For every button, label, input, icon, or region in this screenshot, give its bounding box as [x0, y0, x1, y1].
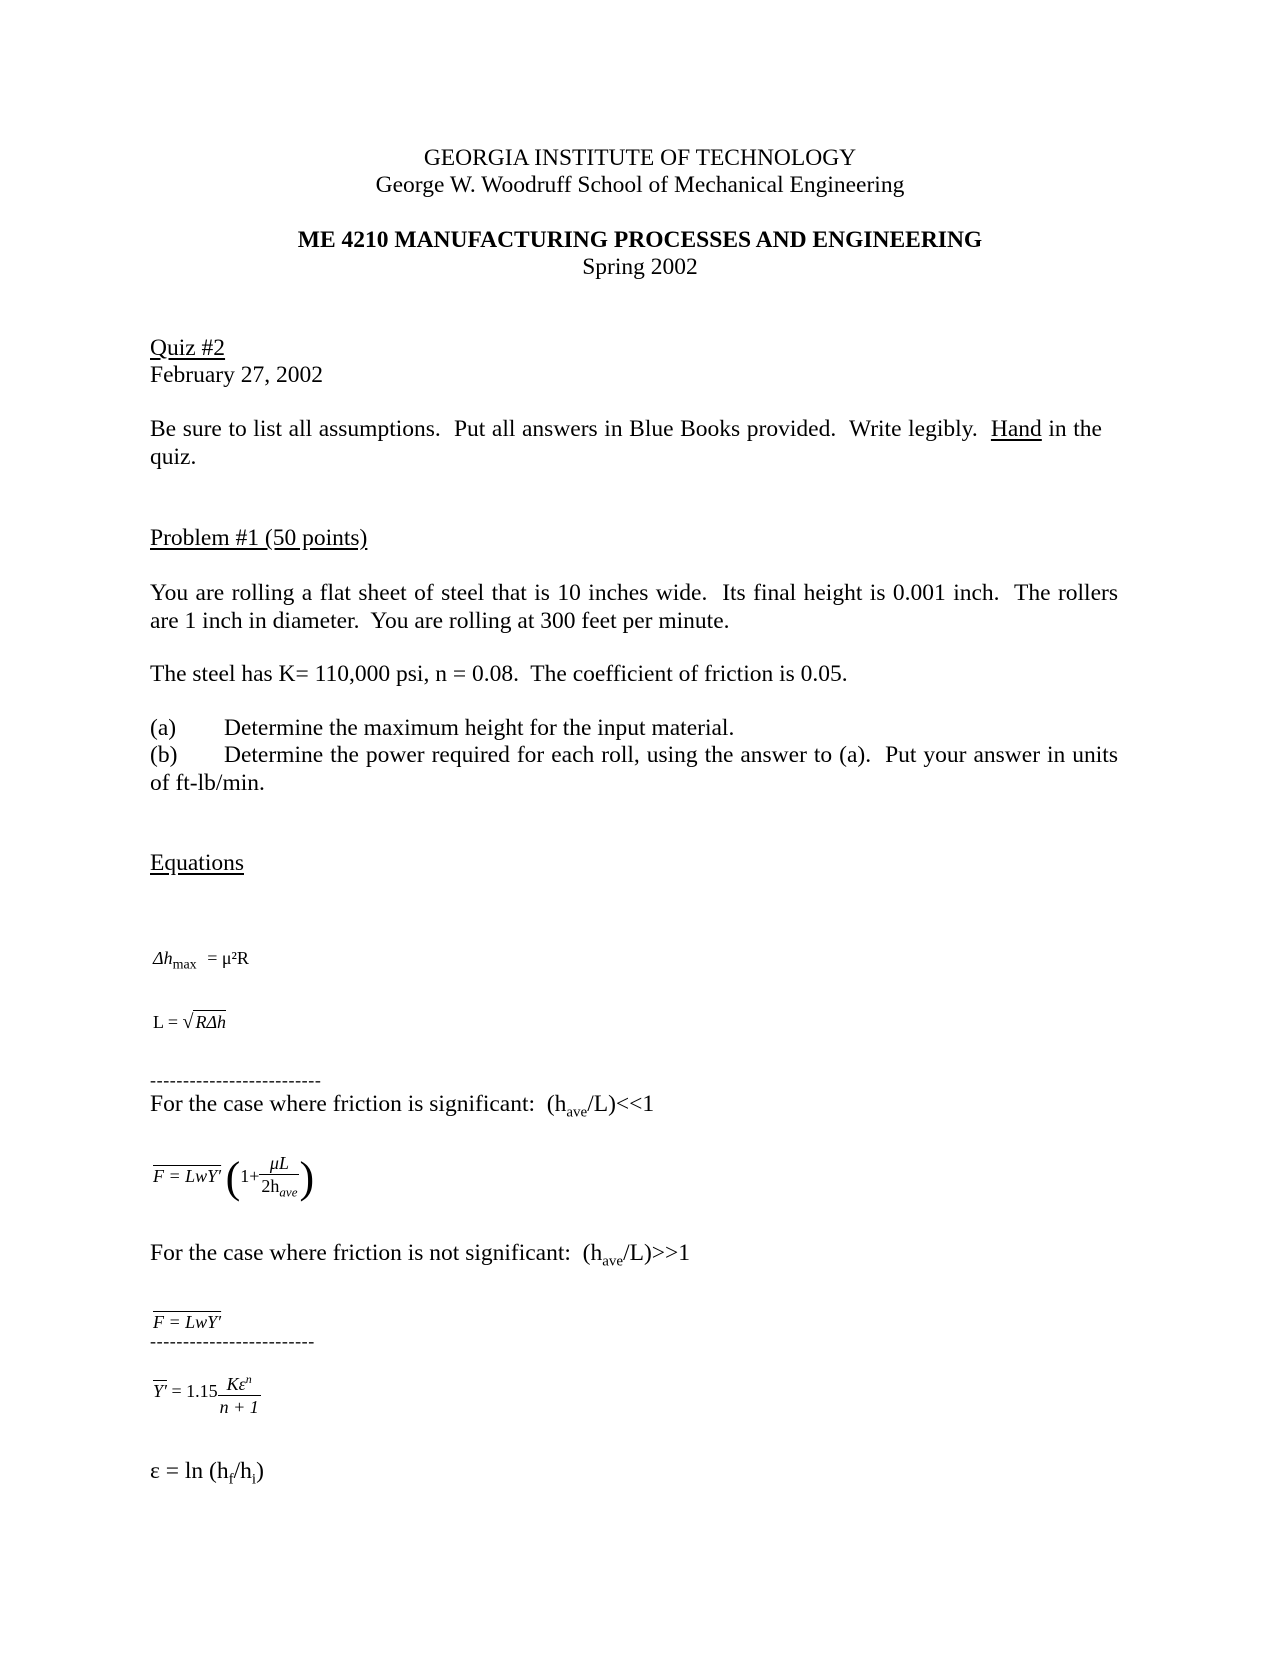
eq-F1-fraction: [259, 1152, 299, 1204]
eq-Y-lhs: Y′: [153, 1381, 167, 1402]
eq-Y-mid: = 1.15: [171, 1381, 218, 1402]
item-b-text: Determine the power required for each roll, using the answer to (a). Put your answer in units of ft-lb/min.: [150, 742, 1124, 796]
eq-F1-den-wrap: [259, 1175, 299, 1204]
eq-Y-num-wrap: [218, 1368, 261, 1396]
eq-dh-sub: max: [172, 957, 197, 973]
eq-Y-num: Kε: [226, 1374, 246, 1394]
eq-Y-den: n + 1: [219, 1397, 259, 1417]
eq-force-friction: [153, 1152, 314, 1204]
divider-2: -------------------------: [150, 1331, 315, 1351]
case1-sub: ave: [566, 1104, 588, 1121]
left-paren-icon: (: [225, 1152, 241, 1202]
eq-force-no-friction: [153, 1311, 221, 1333]
eq-L-lhs: L =: [153, 1012, 178, 1032]
eq-eps-sub-i: i: [251, 1471, 257, 1488]
instructions-text: Be sure to list all assumptions. Put all answers in Blue Books provided. Write legibly.: [150, 416, 991, 442]
eq-F2: F = LwY′: [153, 1312, 222, 1332]
item-b-label: (b): [150, 742, 178, 768]
quiz-date: February 27, 2002: [150, 362, 323, 388]
case1-tail: /L)<<1: [587, 1091, 655, 1117]
case2-sub: ave: [602, 1253, 624, 1270]
eq-F1-one: 1+: [240, 1165, 260, 1186]
instructions-tail: in the quiz.: [150, 416, 1102, 470]
eq-Y-fraction: [218, 1368, 261, 1418]
institution-title: GEORGIA INSTITUTE OF TECHNOLOGY: [423, 145, 857, 171]
quiz-title: Quiz #2: [150, 335, 226, 361]
sqrt-icon: √: [182, 1011, 194, 1033]
case2-tail: /L)>>1: [623, 1240, 691, 1266]
eq-Y-num-sup: n: [245, 1372, 252, 1386]
school-name: George W. Woodruff School of Mechanical Engineering: [375, 172, 905, 198]
problem-paragraph-1: You are rolling a flat sheet of steel that is 10 inches wide. Its final height is 0.001 inch. The rollers are 1 inch in diameter. You are rolling at 300 feet per minute.: [150, 580, 1124, 634]
course-title: ME 4210 MANUFACTURING PROCESSES AND ENGINEERING: [297, 227, 983, 253]
term: Spring 2002: [582, 254, 698, 280]
problem-paragraph-2: The steel has K= 110,000 psi, n = 0.08. The coefficient of friction is 0.05.: [150, 661, 848, 687]
eq-F1-den: 2h: [261, 1176, 280, 1196]
right-paren-icon: ): [299, 1152, 315, 1202]
eq-dh-lhs: Δh: [153, 948, 173, 968]
case1-text: For the case where friction is significant: (h: [150, 1091, 567, 1117]
case-friction-significant: [150, 1090, 654, 1127]
problem-heading: Problem #1 (50 points): [150, 525, 368, 551]
item-a-text: Determine the maximum height for the input material.: [224, 715, 735, 741]
eq-true-strain: [150, 1457, 264, 1494]
eq-F1-lhs: F = LwY′: [153, 1165, 222, 1186]
divider-1: --------------------------: [150, 1070, 322, 1090]
eq-dh-rhs: = μ²R: [207, 948, 249, 968]
eq-eps-mid: /h: [233, 1458, 252, 1484]
instructions: [150, 415, 1102, 471]
eq-contact-length: [153, 1010, 226, 1033]
item-a-label: (a): [150, 715, 177, 741]
case-friction-not-significant: [150, 1239, 690, 1276]
eq-flow-stress: [153, 1368, 261, 1418]
eq-delta-h-max: [153, 947, 249, 977]
eq-L-root: RΔh: [195, 1012, 227, 1032]
equations-heading: Equations: [150, 850, 244, 876]
instructions-hand: Hand: [990, 416, 1042, 442]
eq-eps-text: ε = ln (h: [150, 1458, 229, 1484]
case2-text: For the case where friction is not significant: (h: [150, 1240, 603, 1266]
eq-eps-sub-f: f: [228, 1471, 234, 1488]
eq-eps-tail: ): [256, 1458, 264, 1484]
eq-F1-num: μL: [259, 1152, 299, 1175]
eq-F1-den-sub: ave: [279, 1184, 298, 1200]
